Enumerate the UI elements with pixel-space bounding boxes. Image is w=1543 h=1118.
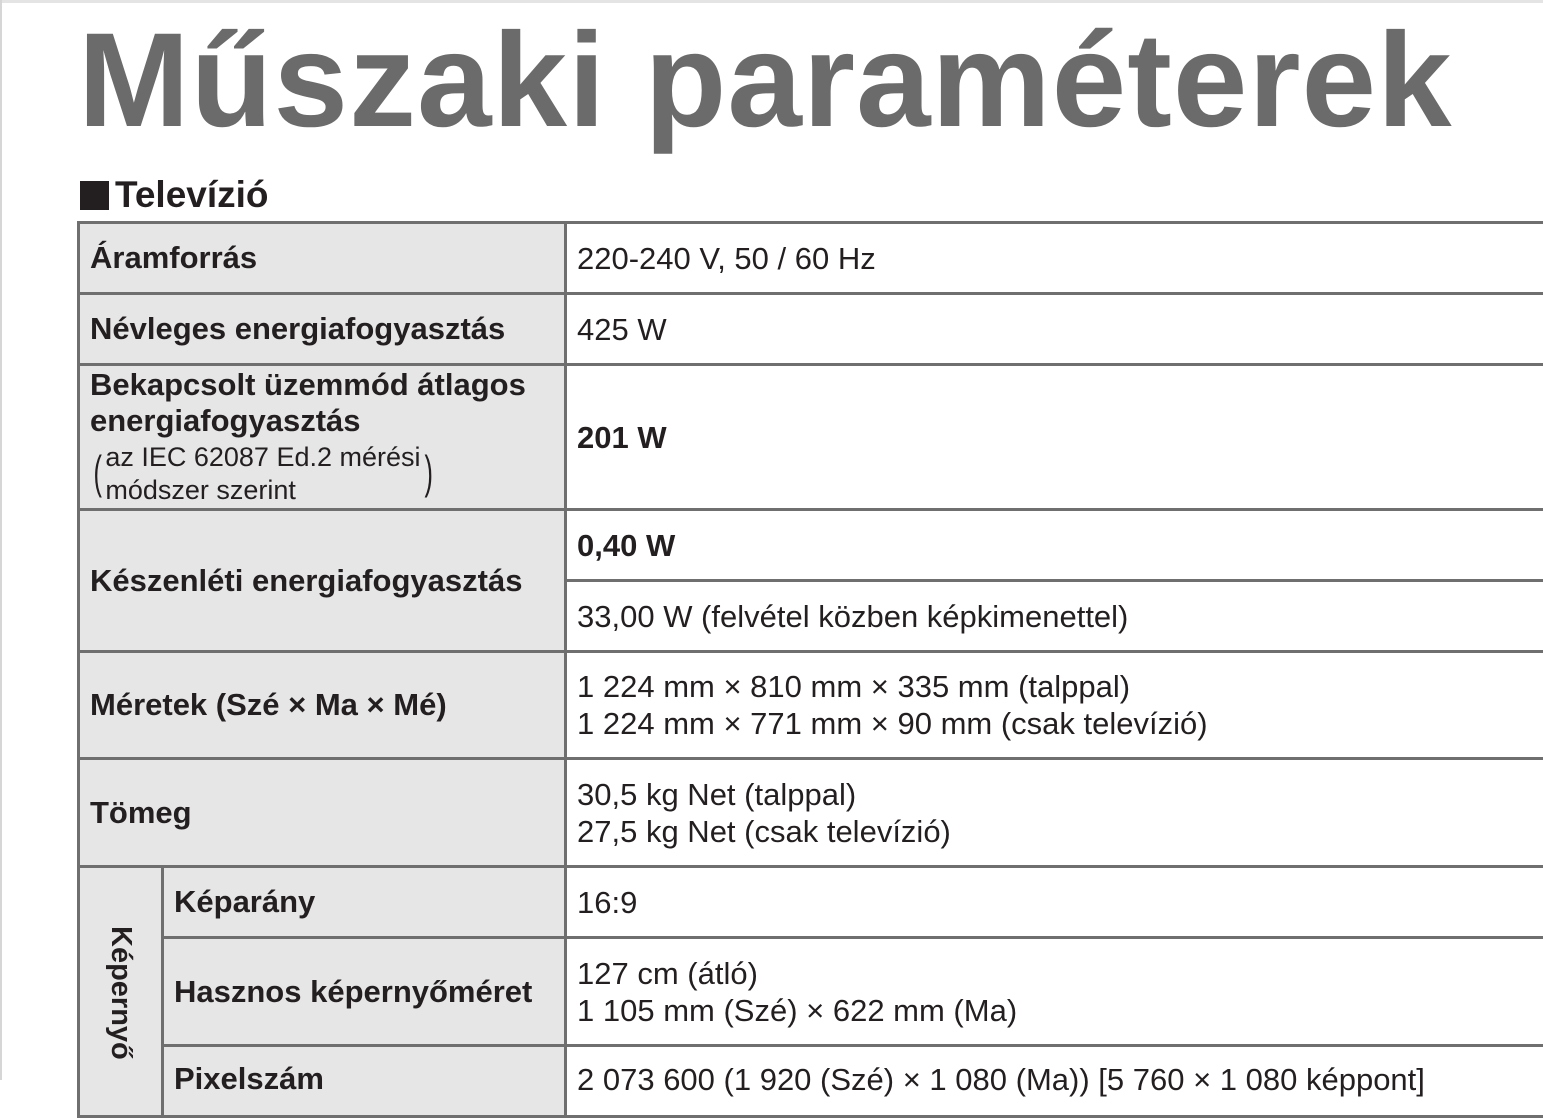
power-source-value: 220-240 V, 50 / 60 Hz — [566, 223, 1543, 294]
table-row — [79, 510, 1543, 581]
rated-power-value: 425 W — [566, 294, 1543, 365]
left-border — [0, 0, 2, 1080]
pixels-value: 2 073 600 (1 920 (Szé) × 1 080 (Ma)) [5 760 × 1 080 képpont] — [566, 1046, 1543, 1117]
table-row — [79, 759, 1543, 867]
on-mode-value: 201 W — [566, 365, 1543, 510]
close-paren: ) — [424, 441, 432, 507]
spec-table — [77, 221, 1543, 1118]
on-mode-label-line2: energiafogyasztás — [90, 403, 554, 439]
weight-value — [566, 759, 1543, 867]
power-source-label: Áramforrás — [79, 223, 566, 294]
on-mode-label-line1: Bekapcsolt üzemmód átlagos — [90, 367, 554, 403]
aspect-label: Képarány — [163, 867, 566, 938]
table-row — [79, 867, 1543, 938]
visible-size-label: Hasznos képernyőméret — [163, 938, 566, 1046]
table-row — [79, 365, 1543, 510]
on-mode-label — [79, 365, 566, 510]
screen-group-text: Képernyő — [104, 926, 137, 1060]
table-row — [79, 938, 1543, 1046]
weight-value-line1: 30,5 kg Net (talppal) — [577, 776, 1543, 813]
on-mode-note-line2: módszer szerint — [105, 474, 420, 507]
on-mode-note-line1: az IEC 62087 Ed.2 mérési — [105, 441, 420, 474]
standby-value-2: 33,00 W (felvétel közben képkimenettel) — [566, 581, 1543, 652]
table-row — [79, 652, 1543, 759]
table-row — [79, 1046, 1543, 1117]
visible-size-value-line2: 1 105 mm (Szé) × 622 mm (Ma) — [577, 992, 1543, 1029]
rated-power-label: Névleges energiafogyasztás — [79, 294, 566, 365]
visible-size-value-line1: 127 cm (átló) — [577, 955, 1543, 992]
square-bullet-icon — [80, 181, 109, 210]
weight-value-line2: 27,5 kg Net (csak televízió) — [577, 813, 1543, 850]
dimensions-value — [566, 652, 1543, 759]
dimensions-value-line2: 1 224 mm × 771 mm × 90 mm (csak televízió) — [577, 705, 1543, 742]
dimensions-value-line1: 1 224 mm × 810 mm × 335 mm (talppal) — [577, 668, 1543, 705]
section-title: Televízió — [115, 174, 269, 216]
page-title: Műszaki paraméterek — [78, 6, 1453, 156]
table-row — [79, 223, 1543, 294]
section-heading — [80, 172, 269, 218]
standby-value-1: 0,40 W — [566, 510, 1543, 581]
table-row — [79, 294, 1543, 365]
screen-group-label — [79, 867, 163, 1117]
dimensions-label: Méretek (Szé × Ma × Mé) — [79, 652, 566, 759]
weight-label: Tömeg — [79, 759, 566, 867]
top-border — [0, 0, 1543, 3]
pixels-label: Pixelszám — [163, 1046, 566, 1117]
on-mode-note — [90, 441, 554, 507]
aspect-value: 16:9 — [566, 867, 1543, 938]
on-mode-note-text — [105, 441, 420, 507]
visible-size-value — [566, 938, 1543, 1046]
standby-label: Készenléti energiafogyasztás — [79, 510, 566, 652]
open-paren: ( — [93, 441, 101, 507]
